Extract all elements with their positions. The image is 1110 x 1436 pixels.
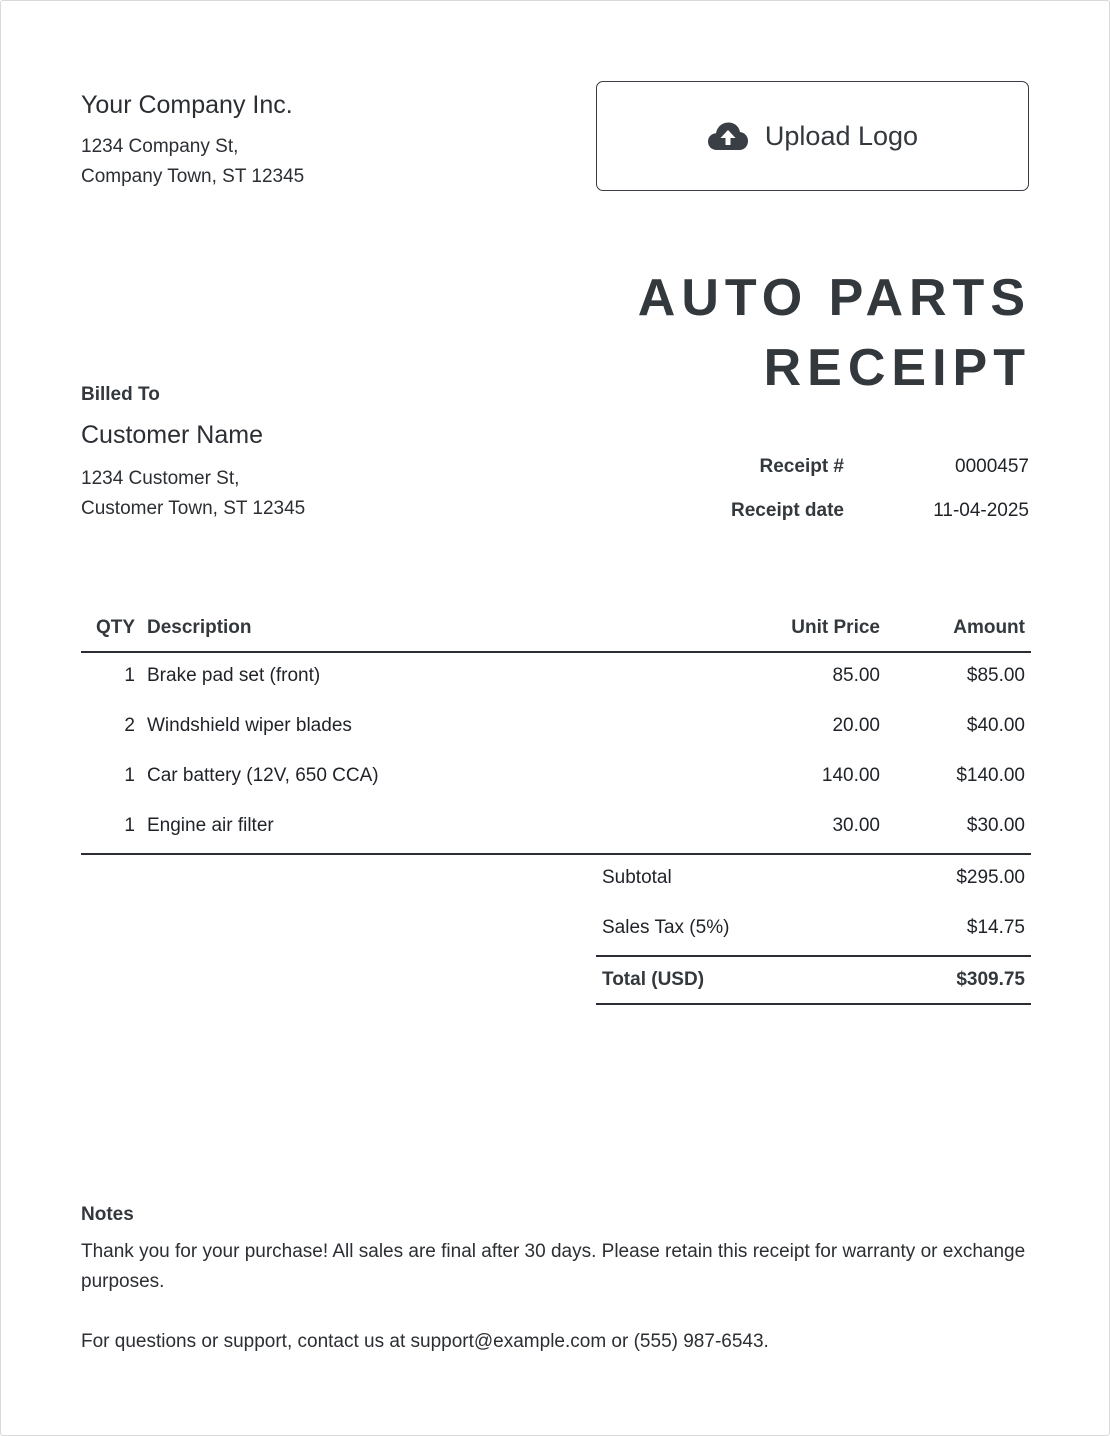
header-description: Description [147, 617, 252, 638]
subtotal-label: Subtotal [602, 867, 672, 888]
row-description[interactable]: Brake pad set (front) [147, 665, 321, 686]
header-amount: Amount [953, 617, 1025, 638]
row-qty[interactable]: 2 [124, 715, 135, 736]
table-body [81, 653, 1031, 855]
customer-address[interactable] [81, 464, 305, 524]
notes-text[interactable]: Thank you for your purchase! All sales are final after 30 days. Please retain this receipt for warranty or exchange purposes. [81, 1241, 1026, 1292]
receipt-date-label: Receipt date [731, 500, 844, 521]
row-amount: $30.00 [966, 815, 1025, 836]
table-row[interactable] [81, 803, 1031, 853]
total-label: Total (USD) [602, 969, 705, 990]
company-address[interactable] [81, 132, 304, 192]
row-amount: $140.00 [956, 765, 1025, 786]
customer-address-line2[interactable]: Customer Town, ST 12345 [81, 498, 306, 519]
subtotal-value: $295.00 [956, 867, 1025, 888]
table-header [81, 605, 1031, 653]
total-value: $309.75 [956, 969, 1025, 990]
customer-address-line1[interactable]: 1234 Customer St, [81, 468, 240, 489]
row-unit-price[interactable]: 20.00 [832, 715, 880, 736]
document-title-line2[interactable]: RECEIPT [763, 339, 1031, 397]
row-qty[interactable]: 1 [124, 765, 135, 786]
row-amount: $85.00 [966, 665, 1025, 686]
row-unit-price[interactable]: 85.00 [832, 665, 880, 686]
upload-logo-label: Upload Logo [764, 120, 919, 151]
receipt-number-value[interactable]: 0000457 [955, 456, 1029, 477]
company-address-line1[interactable]: 1234 Company St, [81, 136, 239, 157]
row-qty[interactable]: 1 [124, 665, 135, 686]
row-amount: $40.00 [966, 715, 1025, 736]
row-description[interactable]: Windshield wiper blades [147, 715, 352, 736]
subtotal-row [596, 855, 1031, 905]
tax-label[interactable]: Sales Tax (5%) [602, 917, 730, 938]
notes-label: Notes [81, 1204, 134, 1225]
receipt-number-label: Receipt # [759, 456, 844, 477]
company-address-line2[interactable]: Company Town, ST 12345 [81, 166, 305, 187]
header-qty: QTY [95, 617, 135, 638]
document-title[interactable] [531, 263, 1031, 403]
table-row[interactable] [81, 703, 1031, 753]
table-row[interactable] [81, 753, 1031, 803]
billed-to-label: Billed To [81, 384, 160, 405]
row-description[interactable]: Car battery (12V, 650 CCA) [147, 765, 379, 786]
row-unit-price[interactable]: 30.00 [832, 815, 880, 836]
tax-row [596, 905, 1031, 955]
customer-name[interactable]: Customer Name [81, 421, 263, 449]
document-title-line1[interactable]: AUTO PARTS [637, 269, 1031, 327]
row-unit-price[interactable]: 140.00 [821, 765, 880, 786]
upload-logo-button[interactable] [596, 81, 1029, 191]
row-description[interactable]: Engine air filter [147, 815, 274, 836]
header-unit-price: Unit Price [791, 617, 880, 638]
totals-section [596, 855, 1031, 1005]
table-row[interactable] [81, 653, 1031, 703]
total-row [596, 955, 1031, 1005]
company-name[interactable]: Your Company Inc. [81, 91, 293, 119]
cloud-upload-icon [707, 121, 749, 151]
receipt-date-value[interactable]: 11-04-2025 [933, 500, 1029, 521]
notes-contact[interactable]: For questions or support, contact us at support@example.com or (555) 987-6543. [81, 1331, 769, 1352]
tax-value: $14.75 [966, 917, 1025, 938]
row-qty[interactable]: 1 [124, 815, 135, 836]
line-items-table [81, 605, 1031, 855]
